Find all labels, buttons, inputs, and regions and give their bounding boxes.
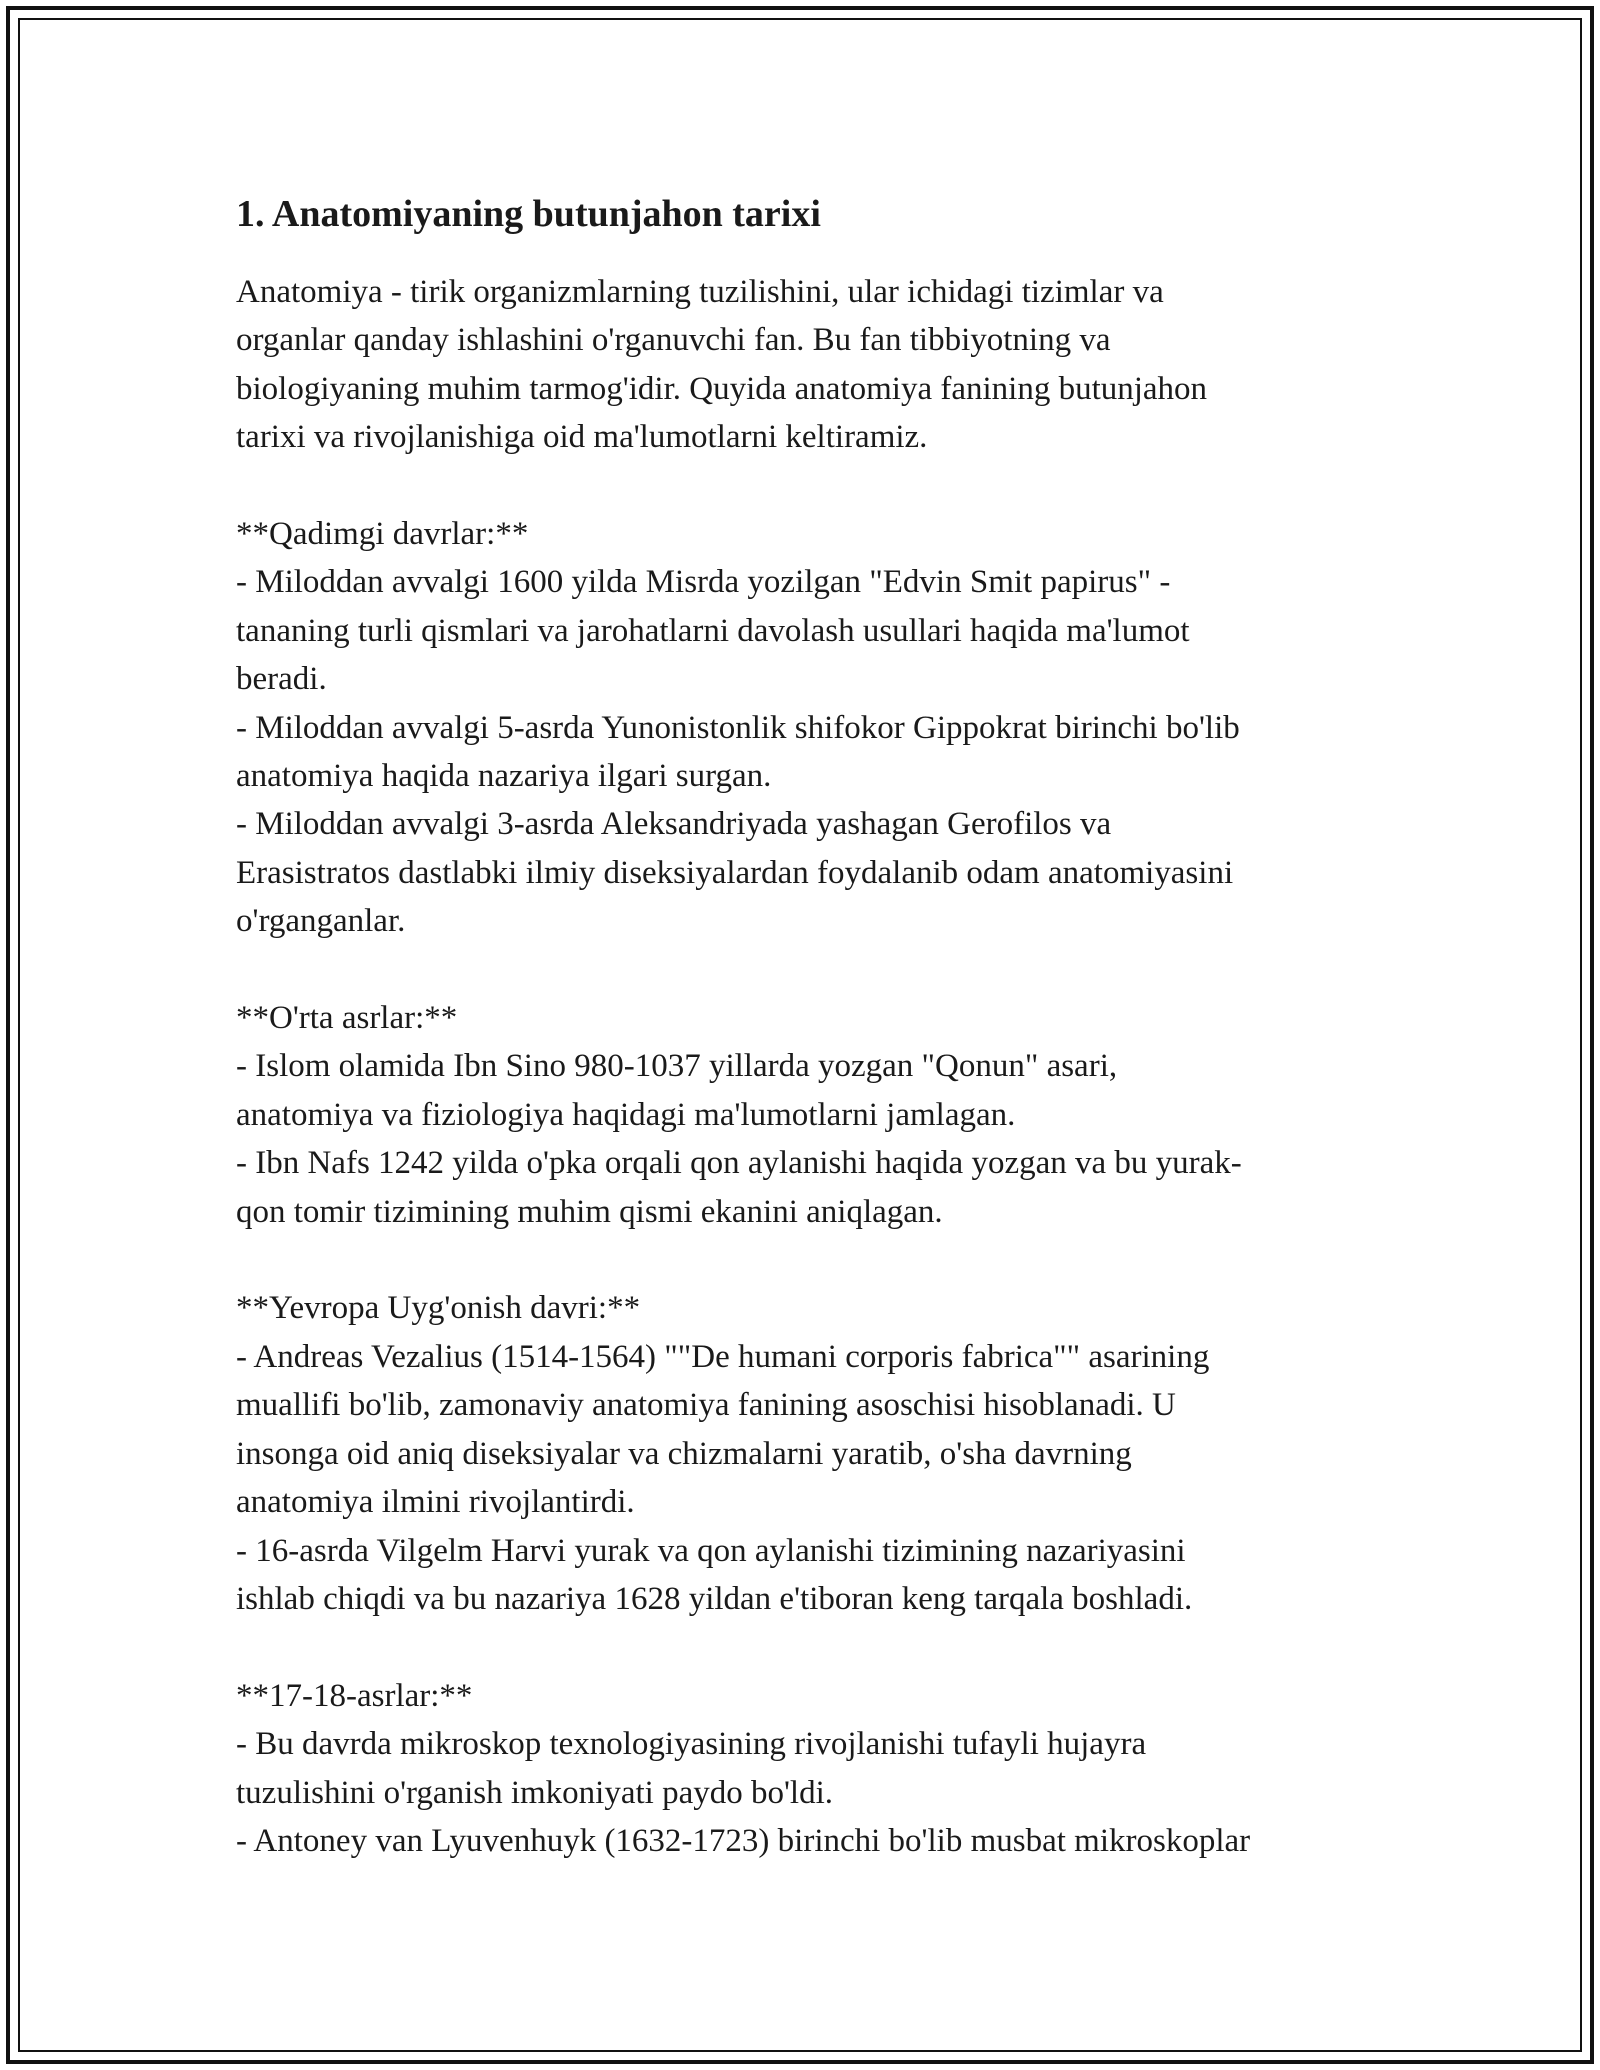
document-text [236,268,1386,1865]
text-line: beradi. [236,661,327,698]
text-line: o'rganganlar. [236,903,406,940]
blank-line [236,946,1386,994]
text-line: **Qadimgi davrlar:** [236,516,529,553]
text-line: - Antoney van Lyuvenhuyk (1632-1723) birinchi bo'lib musbat mikroskoplar [236,1822,1251,1859]
text-line: Erasistratos dastlabki ilmiy diseksiyalardan foydalanib odam anatomiyasini [236,854,1234,891]
text-line: - 16-asrda Vilgelm Harvi yurak va qon aylanishi tizimining nazariyasini [236,1532,1186,1569]
text-line: ishlab chiqdi va bu nazariya 1628 yildan e'tiboran keng tarqala boshladi. [236,1580,1193,1617]
document-title: 1. Anatomiyaning butunjahon tarixi [236,193,821,235]
text-line: tarixi va rivojlanishiga oid ma'lumotlarni keltiramiz. [236,419,928,456]
text-line: tananing turli qismlari va jarohatlarni davolash usullari haqida ma'lumot [236,612,1190,649]
text-line: Anatomiya - tirik organizmlarning tuzilishini, ular ichidagi tizimlar va [236,274,1164,310]
text-line: - Miloddan avvalgi 3-asrda Aleksandriyada yashagan Gerofilos va [236,806,1112,843]
text-line: - Ibn Nafs 1242 yilda o'pka orqali qon aylanishi haqida yozgan va bu yurak- [236,1145,1242,1182]
text-line: muallifi bo'lib, zamonaviy anatomiya fanining asoschisi hisoblanadi. U [236,1387,1176,1424]
text-line: biologiyaning muhim tarmog'idir. Quyida anatomiya fanining butunjahon [236,370,1208,407]
text-line: - Miloddan avvalgi 1600 yilda Misrda yozilgan "Edvin Smit papirus" - [236,564,1171,601]
text-line: anatomiya va fiziologiya haqidagi ma'lumotlarni jamlagan. [236,1096,1016,1133]
text-line: **17-18-asrlar:** [236,1677,473,1714]
text-line: anatomiya haqida nazariya ilgari surgan. [236,758,772,795]
text-line: anatomiya ilmini rivojlantirdi. [236,1484,635,1521]
text-line: **O'rta asrlar:** [236,1000,458,1037]
document-body [236,188,1386,1865]
text-line: - Andreas Vezalius (1514-1564) ""De humani corporis fabrica"" asarining [236,1338,1210,1375]
text-line: organlar qanday ishlashini o'rganuvchi fan. Bu fan tibbiyotning va [236,322,1111,359]
blank-line [236,462,1386,510]
text-line: - Bu davrda mikroskop texnologiyasining rivojlanishi tufayli hujayra [236,1726,1147,1763]
text-line: - Islom olamida Ibn Sino 980-1037 yillarda yozgan "Qonun" asari, [236,1048,1118,1085]
text-line: qon tomir tizimining muhim qismi ekanini aniqlagan. [236,1193,943,1230]
text-line: - Miloddan avvalgi 5-asrda Yunonistonlik shifokor Gippokrat birinchi bo'lib [236,709,1240,746]
blank-line [236,1623,1386,1671]
text-line: tuzulishini o'rganish imkoniyati paydo bo'ldi. [236,1774,833,1811]
text-line: **Yevropa Uyg'onish davri:** [236,1290,641,1327]
text-line: insonga oid aniq diseksiyalar va chizmalarni yaratib, o'sha davrning [236,1435,1132,1472]
blank-line [236,1236,1386,1284]
